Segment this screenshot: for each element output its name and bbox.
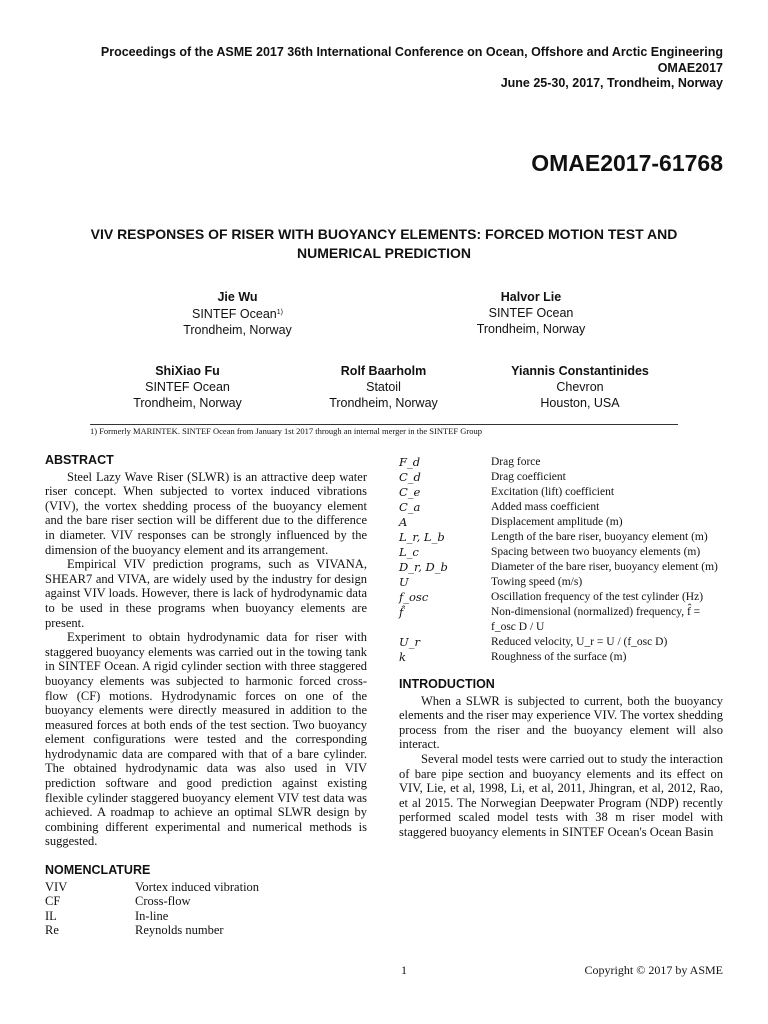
symbol: C_a [399, 500, 421, 514]
left-column [45, 453, 367, 938]
author-block [100, 363, 275, 411]
symbol-list [399, 455, 723, 665]
author-affiliation: SINTEF Ocean [488, 306, 574, 320]
author-affiliation: SINTEF Ocean [145, 380, 230, 394]
author-block [485, 363, 675, 411]
symbol-row [399, 650, 723, 665]
nomenclature-symbol: VIV [45, 879, 68, 894]
footnote-divider [90, 424, 678, 425]
nomenclature-row [45, 909, 367, 924]
author-affiliation [150, 305, 325, 322]
symbol: A [399, 515, 408, 529]
author-location: Trondheim, Norway [329, 396, 438, 410]
nomenclature-row [45, 894, 367, 909]
author-block [442, 289, 620, 337]
symbol-row [399, 575, 723, 590]
symbol-definition: Non-dimensional (normalized) frequency, f̂ = f_osc D / U [491, 606, 701, 633]
symbol-row [399, 530, 723, 545]
symbol-definition: Reduced velocity, U_r = U / (f_osc D) [491, 636, 668, 648]
nomenclature-definition: Reynolds number [135, 923, 224, 938]
symbol: f_osc [399, 590, 429, 604]
symbol-definition: Drag force [491, 456, 541, 468]
symbol-definition: Diameter of the bare riser, buoyancy element (m) [491, 561, 718, 573]
author-name: Rolf Baarholm [340, 364, 427, 378]
nomenclature-heading: NOMENCLATURE [45, 863, 151, 878]
paper-title-line: VIV RESPONSES OF RISER WITH BUOYANCY ELEMENTS: FORCED MOTION TEST AND [90, 226, 678, 242]
paper-id: OMAE2017-61768 [531, 150, 723, 176]
proceedings-header [101, 45, 723, 92]
symbol: f̂ [399, 605, 404, 619]
author-location: Trondheim, Norway [183, 323, 292, 337]
affiliation-text: SINTEF Ocean [192, 307, 277, 321]
symbol: L_c [399, 545, 419, 559]
page-number: 1 [401, 963, 407, 977]
symbol: F_d [399, 455, 421, 469]
footnote-mark: 1) [276, 309, 283, 316]
symbol-definition: Roughness of the surface (m) [491, 651, 627, 663]
abstract-paragraph: Empirical VIV prediction programs, such as VIVANA, SHEAR7 and VIVA, are widely used by the industry for design against VIV loads. However, there is lack of hydrodynamic data to be used in these programs when buoyancy elements are present. [45, 557, 367, 630]
symbol-definition: Excitation (lift) coefficient [491, 486, 615, 498]
abstract-heading: ABSTRACT [45, 453, 114, 467]
author-name: Halvor Lie [500, 290, 562, 304]
author-name: Jie Wu [217, 290, 258, 304]
symbol-definition: Added mass coefficient [491, 501, 600, 513]
symbol: C_e [399, 485, 421, 499]
symbol-definition: Displacement amplitude (m) [491, 516, 623, 528]
proceedings-line: Proceedings of the ASME 2017 36th International Conference on Ocean, Offshore and Arctic Engineering [100, 45, 723, 59]
conference-name: OMAE2017 [657, 60, 723, 75]
symbol-definition: Oscillation frequency of the test cylinder (Hz) [491, 591, 704, 603]
abstract-paragraph: Steel Lazy Wave Riser (SLWR) is an attractive deep water riser concept. When subjected to vortex induced vibrations (VIV), the vortex shedding process of the buoyancy element and the bare riser section will be different due to the difference in diameter. VIV responses can be strongly influenced by the dimension of the buoyancy element and its arrangement. [45, 469, 367, 557]
author-name: Yiannis Constantinides [511, 364, 649, 378]
symbol: U [399, 575, 409, 589]
symbol-row [399, 560, 723, 575]
symbol: U_r [399, 635, 420, 649]
introduction-paragraph: Several model tests were carried out to study the interaction of bare pipe section and buoyancy elements and its effect on VIV, Lie, et al, 1998, Li, et al, 2011, Jhingran, et al, 2012, Rao, et al 2015. The Norwegian Deepwater Program (NDP) recently performed scaled model tests with 38 m riser model with staggered buoyancy elements in SINTEF Ocean's Ocean Basin [399, 751, 723, 839]
symbol-row [399, 485, 723, 500]
abstract-paragraph: Experiment to obtain hydrodynamic data for riser with staggered buoyancy elements was carried out in the towing tank in SINTEF Ocean. A rigid cylinder section with three staggered buoyancy elements was subjected to harmonic forced cross-flow (CF) motions. Hydrodynamic forces on one of the buoyancy elements were directly measured in addition to the measured forces at both ends of the test section. Two buoyancy element configurations were tested and the corresponding hydrodynamic data are compared with that of a bare cylinder. The obtained hydrodynamic data was also used in VIV prediction software and good prediction against existing flexible cylinder staggered buoyancy element VIV test data was achieved. A roadmap to achieve an optimal SLWR design by combining different experimental and numerical methods is suggested. [45, 630, 367, 849]
conference-dates: June 25-30, 2017, Trondheim, Norway [500, 76, 723, 90]
symbol-row [399, 635, 723, 650]
right-column [399, 455, 723, 840]
author-block [150, 289, 325, 338]
symbol-row [399, 455, 723, 470]
paper-title-line: NUMERICAL PREDICTION [297, 245, 471, 261]
nomenclature-symbol: CF [45, 894, 61, 909]
introduction-heading: INTRODUCTION [399, 677, 495, 691]
symbol: C_d [399, 470, 421, 484]
symbol-definition: Length of the bare riser, buoyancy element (m) [491, 531, 708, 543]
symbol-definition: Spacing between two buoyancy elements (m) [491, 546, 701, 558]
symbol-row [399, 515, 723, 530]
nomenclature-row [45, 923, 367, 938]
paper-title [70, 225, 698, 263]
symbol-row [399, 500, 723, 515]
symbol: L_r, L_b [399, 530, 445, 544]
symbol-row [399, 545, 723, 560]
nomenclature-symbol: IL [45, 908, 57, 923]
nomenclature-definition: In-line [135, 908, 169, 923]
author-affiliation: Chevron [556, 380, 604, 394]
nomenclature-symbol: Re [45, 923, 59, 938]
author-name: ShiXiao Fu [155, 364, 220, 378]
affiliation-footnote: 1) Formerly MARINTEK. SINTEF Ocean from January 1st 2017 through an internal merger in the SINTEF Group [90, 426, 482, 436]
symbol-row [399, 470, 723, 485]
nomenclature-row [45, 880, 367, 895]
symbol: k [399, 650, 406, 664]
nomenclature-definition: Cross-flow [135, 894, 191, 909]
symbol-definition: Drag coefficient [491, 471, 566, 483]
introduction-paragraph: When a SLWR is subjected to current, both the buoyancy elements and the riser may experience VIV. The vortex shedding process from the riser and the buoyancy element will also interact. [399, 693, 723, 752]
symbol-row [399, 605, 723, 635]
author-affiliation: Statoil [366, 380, 401, 394]
author-location: Houston, USA [540, 396, 620, 410]
author-location: Trondheim, Norway [133, 396, 242, 410]
symbol: D_r, D_b [399, 560, 448, 574]
author-location: Trondheim, Norway [476, 322, 586, 336]
author-block [296, 363, 471, 411]
nomenclature-definition: Vortex induced vibration [135, 879, 260, 894]
copyright-notice: Copyright © 2017 by ASME [584, 963, 723, 977]
symbol-definition: Towing speed (m/s) [491, 576, 583, 588]
symbol-row [399, 590, 723, 605]
